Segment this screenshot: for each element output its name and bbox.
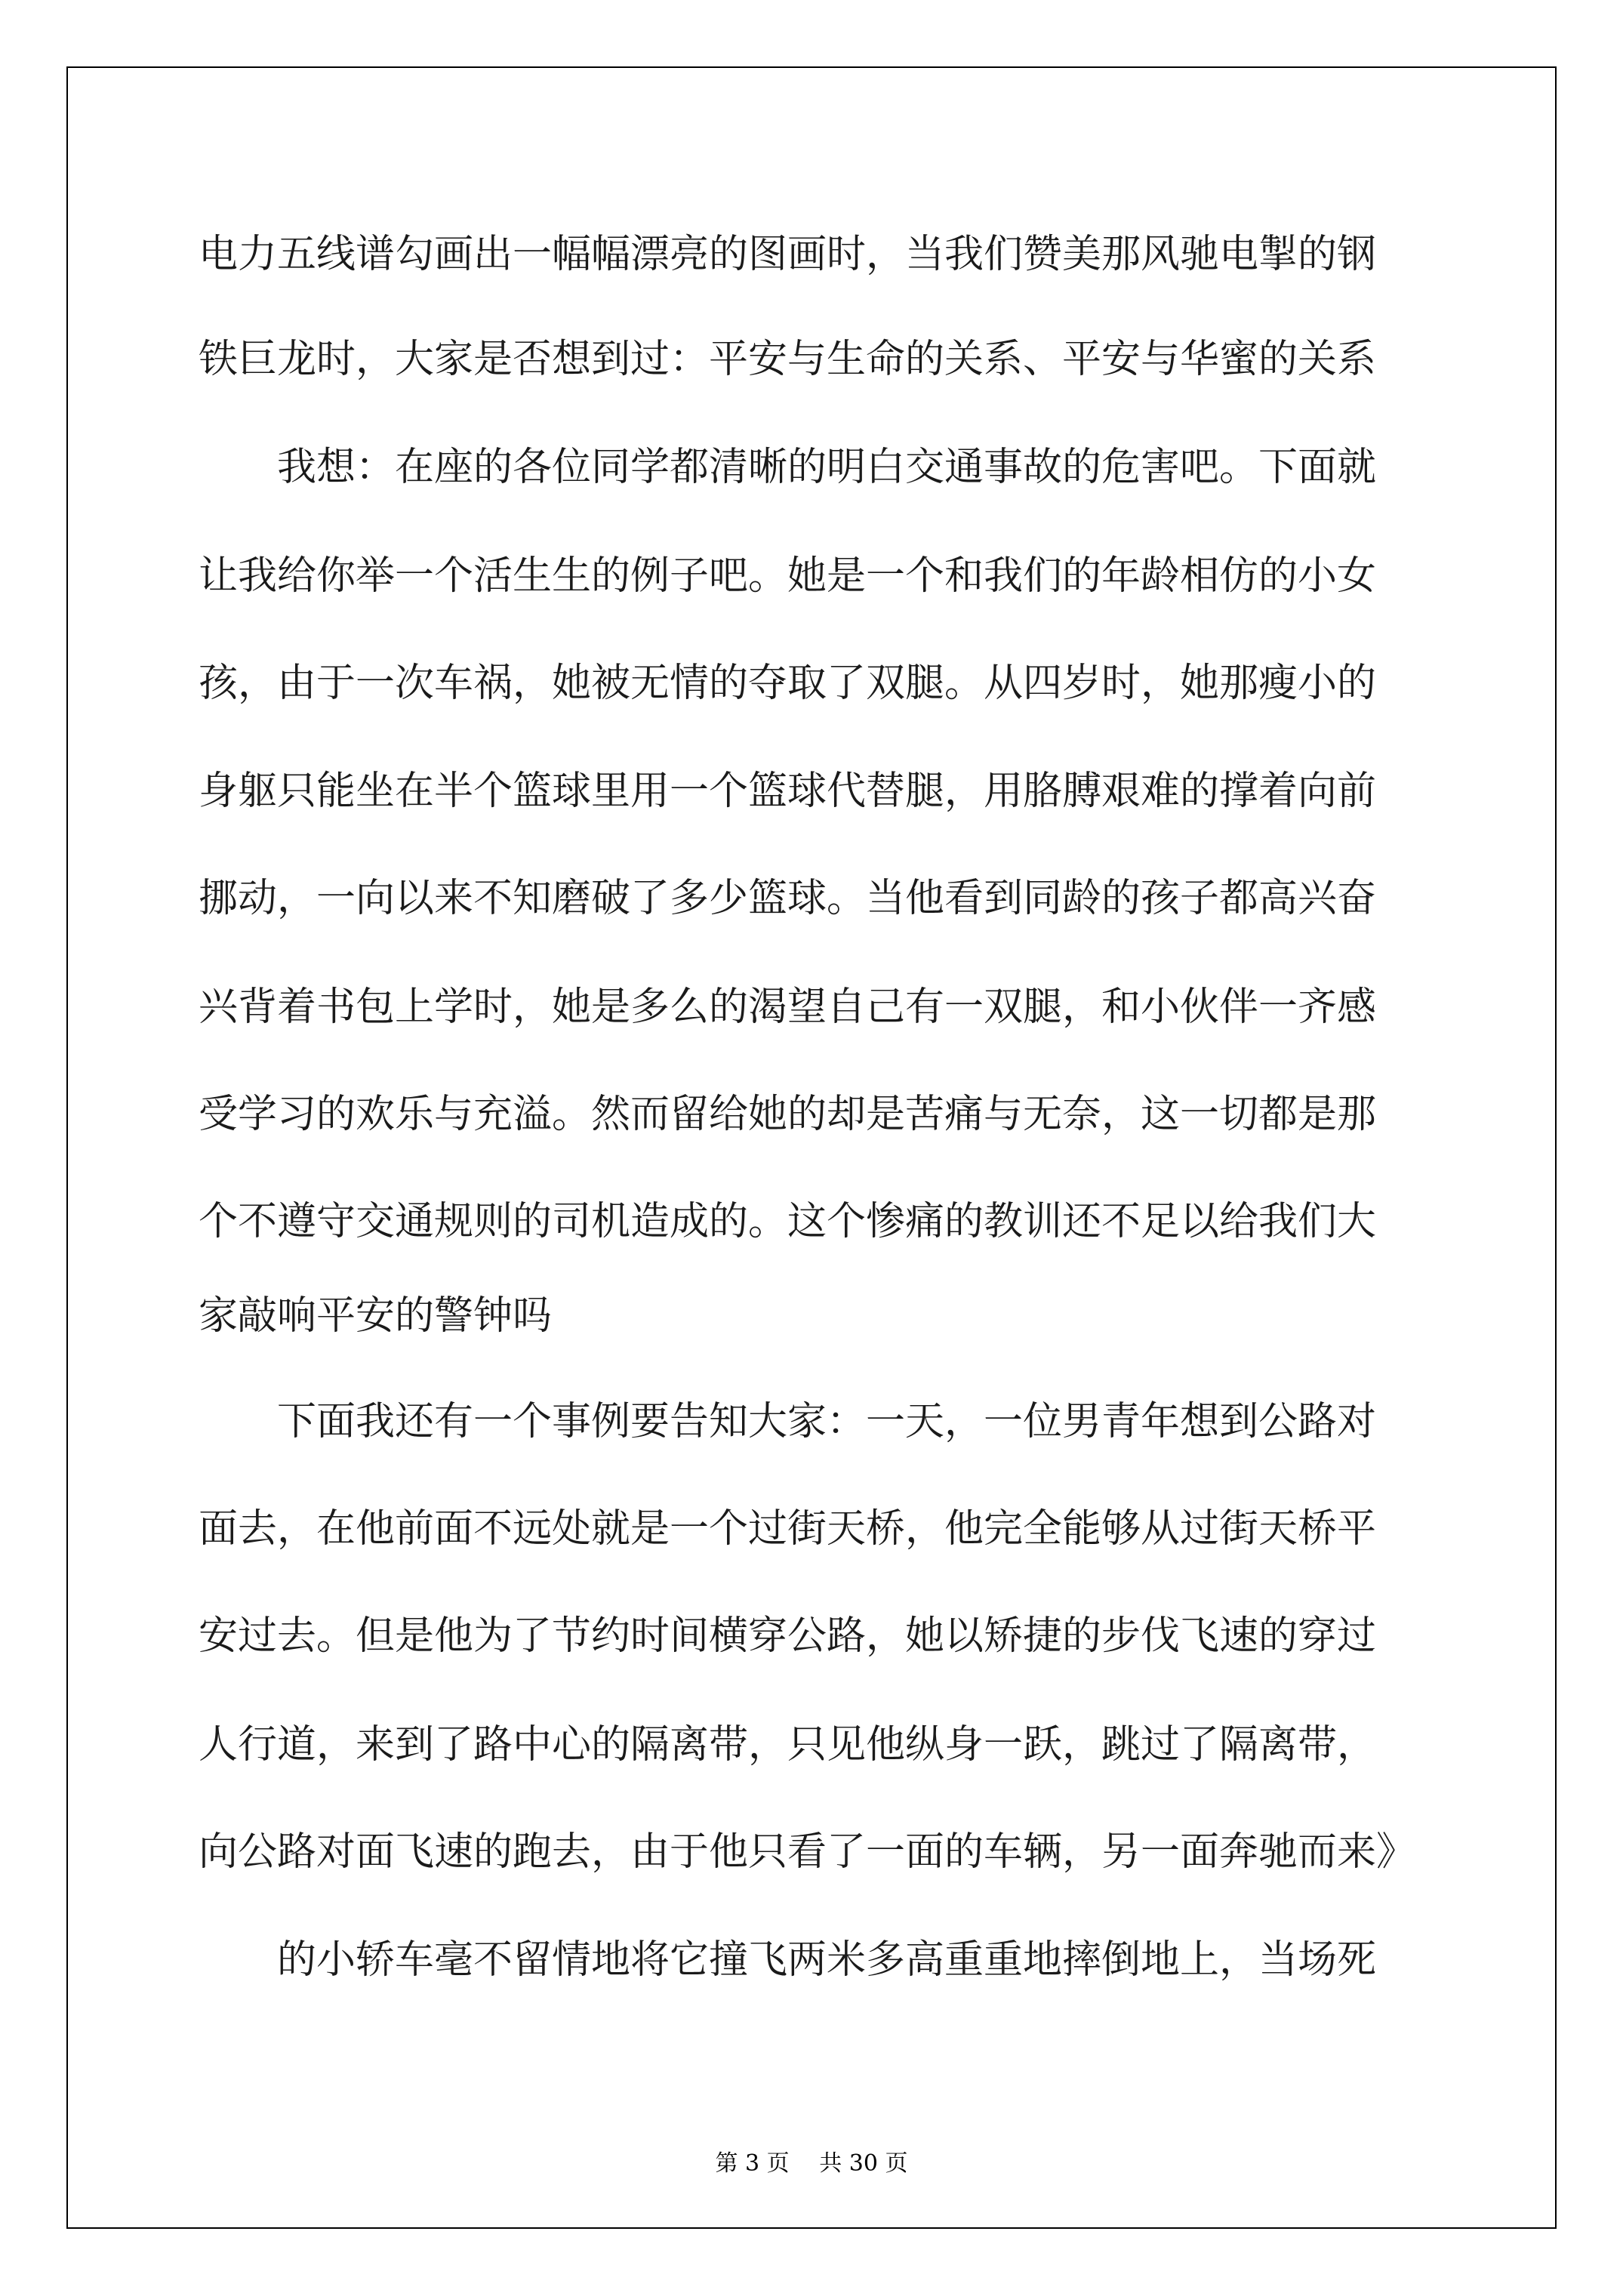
text-line: 我想：在座的各位同学都清晰的明白交通事故的危害吧。下面就 bbox=[199, 445, 1377, 490]
text-line: 挪动，一向以来不知磨破了多少篮球。当他看到同龄的孩子都高兴奋 bbox=[199, 876, 1377, 921]
text-line: 人行道，来到了路中心的隔离带，只见他纵身一跃，跳过了隔离带， bbox=[199, 1722, 1377, 1767]
text-line: 的小轿车毫不留情地将它撞飞两米多高重重地摔倒地上，当场死 bbox=[199, 1937, 1377, 1983]
text-line: 孩，由于一次车祸，她被无情的夺取了双腿。从四岁时，她那瘦小的 bbox=[199, 661, 1377, 706]
text-line: 面去，在他前面不远处就是一个过街天桥，他完全能够从过街天桥平 bbox=[199, 1506, 1377, 1552]
page-number-footer: 第 3 页 共 30 页 bbox=[715, 2150, 908, 2177]
text-line: 下面我还有一个事例要告知大家：一天，一位男青年想到公路对 bbox=[199, 1399, 1377, 1444]
text-line: 向公路对面飞速的跑去，由于他只看了一面的车辆，另一面奔驰而来》 bbox=[199, 1829, 1416, 1875]
text-line: 受学习的欢乐与充溢。然而留给她的却是苦痛与无奈，这一切都是那 bbox=[199, 1092, 1377, 1137]
text-line: 家敲响平安的警钟吗 bbox=[199, 1293, 553, 1339]
text-line: 让我给你举一个活生生的例子吧。她是一个和我们的年龄相仿的小女 bbox=[199, 553, 1377, 599]
text-line: 铁巨龙时，大家是否想到过：平安与生命的关系、平安与华蜜的关系 bbox=[199, 337, 1377, 382]
text-line: 兴背着书包上学时，她是多么的渴望自己有一双腿，和小伙伴一齐感 bbox=[199, 985, 1377, 1030]
text-line: 电力五线谱勾画出一幅幅漂亮的图画时，当我们赞美那风驰电掣的钢 bbox=[199, 232, 1377, 277]
page-border bbox=[66, 66, 1557, 2229]
text-line: 个不遵守交通规则的司机造成的。这个惨痛的教训还不足以给我们大 bbox=[199, 1199, 1377, 1244]
text-line: 身躯只能坐在半个篮球里用一个篮球代替腿，用胳膊艰难的撑着向前 bbox=[199, 769, 1377, 814]
text-line: 安过去。但是他为了节约时间横穿公路，她以矫捷的步伐飞速的穿过 bbox=[199, 1613, 1377, 1659]
